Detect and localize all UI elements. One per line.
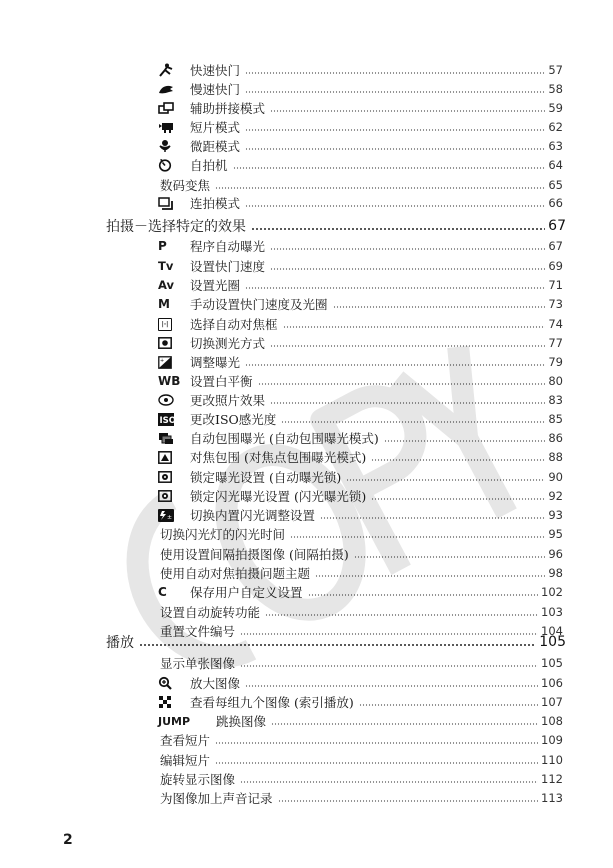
focus-bracket-icon: [158, 451, 180, 464]
toc-entry-page: 86: [548, 431, 563, 445]
toc-entry-title: 程序自动曝光: [190, 239, 266, 254]
toc-entry-title: 保存用户自定义设置: [190, 585, 303, 600]
toc-section-heading: [106, 632, 566, 652]
mode-av-icon: Av: [158, 278, 174, 292]
dot-leader: [270, 268, 545, 270]
dot-leader: [270, 248, 545, 250]
toc-entry-title: 快速快门: [190, 63, 241, 78]
dot-leader: [258, 383, 546, 385]
toc-entry: [160, 770, 563, 788]
toc-entry: [158, 315, 563, 333]
toc-entry-title: 为图像加上声音记录: [160, 791, 273, 806]
toc-entry-page: 57: [548, 63, 563, 77]
toc-entry-page: 67: [548, 239, 563, 253]
toc-entry-title: 设置光圈: [190, 278, 241, 293]
toc-entry-title: 微距模式: [190, 139, 241, 154]
mode-tv-icon: Tv: [158, 259, 174, 273]
mode-wb-icon: WB: [158, 374, 181, 388]
af-frame-icon: |·|: [158, 318, 180, 331]
toc-entry-page: 73: [548, 297, 563, 311]
toc-entry-page: 95: [548, 527, 563, 541]
toc-entry-page: 105: [539, 634, 566, 650]
slow-shutter-icon: [158, 83, 180, 95]
macro-icon: [158, 139, 180, 153]
toc-entry: [160, 731, 563, 749]
dot-leader: [215, 762, 538, 764]
dot-leader: [371, 459, 545, 461]
toc-entry: [160, 789, 563, 807]
toc-entry-page: 80: [548, 374, 563, 388]
dot-leader: [333, 306, 546, 308]
toc-entry-title: 手动设置快门速度及光圈: [190, 297, 328, 312]
toc-entry-page: 66: [548, 196, 563, 210]
toc-entry: [158, 487, 563, 505]
toc-entry-title: 锁定闪光曝光设置 (闪光曝光锁): [190, 489, 367, 504]
dot-leader: [270, 110, 545, 112]
toc-entry-page: 108: [541, 714, 563, 728]
mode-p-icon: P: [158, 239, 167, 253]
dot-leader: [371, 498, 545, 500]
toc-entry-title: 放大图像: [190, 676, 241, 691]
toc-entry-title: 辅助拼接模式: [190, 101, 266, 116]
dot-leader: [290, 536, 545, 538]
dot-leader: [215, 187, 545, 189]
toc-entry: [158, 448, 563, 466]
toc-entry: [158, 693, 563, 711]
toc-entry-page: 110: [541, 753, 563, 767]
mode-c-icon: C: [158, 585, 167, 599]
toc-entry-page: 90: [548, 470, 563, 484]
toc-entry-title: 设置自动旋转功能: [160, 605, 261, 620]
toc-entry: [158, 429, 563, 447]
toc-entry-page: 98: [548, 566, 563, 580]
dot-leader: [270, 402, 545, 404]
toc-entry: [158, 276, 563, 294]
dot-leader: [384, 440, 546, 442]
toc-entry-page: 107: [541, 695, 563, 709]
dot-leader: [240, 781, 538, 783]
toc-entry-title: 数码变焦: [160, 178, 211, 193]
toc-entry-page: 83: [548, 393, 563, 407]
toc-entry: [160, 603, 563, 621]
dot-leader: [320, 517, 545, 519]
toc-entry-page: 106: [541, 676, 563, 690]
toc-entry-title: 使用自动对焦拍摄问题主题: [160, 566, 311, 581]
toc-entry: [158, 674, 563, 692]
dot-leader: [278, 800, 539, 802]
dot-leader: [245, 287, 545, 289]
dot-leader: [215, 742, 538, 744]
toc-entry-page: 88: [548, 450, 563, 464]
movie-mode-icon: [158, 121, 180, 133]
stitch-assist-icon: [158, 102, 180, 114]
toc-entry-title: 对焦包围 (对焦点包围曝光模式): [190, 450, 367, 465]
index-icon: [158, 695, 180, 709]
toc-entry-page: 109: [541, 733, 563, 747]
toc-entry: [158, 80, 563, 98]
mode-m-icon: M: [158, 297, 170, 311]
dot-leader: [315, 575, 545, 577]
toc-entry-page: 71: [548, 278, 563, 292]
toc-entry-title: 跳换图像: [216, 714, 267, 729]
svg-text:ISO: ISO: [159, 415, 177, 426]
dot-leader: [245, 364, 545, 366]
toc-entry-title: 旋转显示图像: [160, 772, 236, 787]
toc-entry-title: 自动包围曝光 (自动包围曝光模式): [190, 431, 379, 446]
dot-leader: [283, 326, 546, 328]
toc-entry-title: 更改ISO感光度: [190, 412, 277, 427]
dot-leader: [270, 345, 545, 347]
photo-effect-icon: [158, 394, 180, 406]
toc-entry: [158, 118, 563, 136]
toc-section-heading: [106, 216, 566, 236]
dot-leader: [245, 205, 545, 207]
mode-jump-icon: JUMP: [158, 714, 191, 728]
toc-entry-title: 显示单张图像: [160, 656, 236, 671]
dot-leader: [346, 479, 545, 481]
toc-entry-page: 103: [541, 605, 563, 619]
dot-leader: [245, 685, 538, 687]
toc-entry: [158, 353, 563, 371]
flash-adjust-icon: [158, 509, 180, 522]
toc-entry-page: 79: [548, 355, 563, 369]
toc-entry: [158, 137, 563, 155]
dot-leader: [139, 644, 536, 646]
toc-entry-title: 设置快门速度: [190, 259, 266, 274]
continuous-icon: [158, 197, 180, 210]
dot-leader: [359, 704, 538, 706]
dot-leader: [308, 594, 539, 596]
svg-text:±: ±: [167, 513, 173, 521]
toc-entry-page: 64: [548, 158, 563, 172]
toc-entry: [158, 237, 563, 255]
toc-entry-page: 59: [548, 101, 563, 115]
aeb-icon: [158, 432, 180, 445]
page-number: 2: [63, 832, 73, 848]
toc-entry-title: 播放: [106, 635, 134, 651]
fast-shutter-icon: [158, 63, 180, 77]
toc-entry-page: 74: [548, 317, 563, 331]
toc-entry-page: 93: [548, 508, 563, 522]
toc-entry-title: 调整曝光: [190, 355, 241, 370]
toc-entry: [160, 545, 563, 563]
ae-lock-icon: [158, 471, 180, 483]
dot-leader: [354, 556, 546, 558]
toc-entry: [160, 751, 563, 769]
iso-icon: [158, 413, 180, 426]
dot-leader: [245, 72, 545, 74]
toc-entry-page: 62: [548, 120, 563, 134]
svg-text:+: +: [160, 357, 165, 364]
toc-entry: [160, 525, 563, 543]
toc-entry: [158, 99, 563, 117]
toc-entry: [158, 391, 563, 409]
toc-entry: [158, 61, 563, 79]
metering-icon: [158, 337, 180, 349]
toc-entry-page: 105: [541, 656, 563, 670]
toc-entry: [158, 334, 563, 352]
toc-entry-title: 设置白平衡: [190, 374, 253, 389]
toc-entry-title: 切换测光方式: [190, 336, 266, 351]
toc-entry: [158, 583, 563, 601]
self-timer-icon: [158, 158, 180, 172]
toc-entry: [158, 506, 563, 524]
dot-leader: [271, 723, 538, 725]
toc-entry-page: 85: [548, 412, 563, 426]
dot-leader: [245, 129, 545, 131]
toc-entry-page: 102: [541, 585, 563, 599]
toc-entry: [158, 372, 563, 390]
toc-entry: [158, 468, 563, 486]
toc-entry-page: 92: [548, 489, 563, 503]
toc-entry-page: 65: [548, 178, 563, 192]
toc-entry-page: 77: [548, 336, 563, 350]
toc-entry-page: 63: [548, 139, 563, 153]
dot-leader: [251, 228, 545, 230]
toc-entry-title: 使用设置间隔拍摄图像 (间隔拍摄): [160, 547, 349, 562]
toc-entry-page: 58: [548, 82, 563, 96]
toc-entry-page: 112: [541, 772, 563, 786]
toc-entry-page: 104: [541, 624, 563, 638]
toc-entry: [158, 156, 563, 174]
toc-entry-title: 慢速快门: [190, 82, 241, 97]
toc-entry-title: 编辑短片: [160, 753, 211, 768]
dot-leader: [281, 421, 545, 423]
toc-entry: [160, 654, 563, 672]
toc-entry-title: 连拍模式: [190, 196, 241, 211]
toc-entry-title: 短片模式: [190, 120, 241, 135]
magnify-icon: [158, 676, 180, 690]
toc-entry-page: 69: [548, 259, 563, 273]
dot-leader: [240, 665, 538, 667]
toc-entry-page: 96: [548, 547, 563, 561]
dot-leader: [245, 148, 545, 150]
toc-entry-title: 查看每组九个图像 (索引播放): [190, 695, 354, 710]
toc-entry: [158, 194, 563, 212]
dot-leader: [245, 91, 545, 93]
exposure-comp-icon: [158, 356, 180, 369]
toc-entry: [158, 410, 563, 428]
dot-leader: [265, 614, 538, 616]
toc-entry-title: 自拍机: [190, 158, 228, 173]
toc-entry-title: 切换闪光灯的闪光时间: [160, 527, 286, 542]
toc-entry: [158, 257, 563, 275]
toc-entry-page: 67: [548, 218, 566, 234]
toc-entry-title: 切换内置闪光调整设置: [190, 508, 316, 523]
toc-entry: [160, 176, 563, 194]
dot-leader: [233, 167, 546, 169]
toc-entry: [160, 564, 563, 582]
fe-lock-icon: [158, 490, 180, 502]
toc-entry: [158, 712, 563, 730]
toc-entry-title: 更改照片效果: [190, 393, 266, 408]
toc-entry-title: 锁定曝光设置 (自动曝光锁): [190, 470, 342, 485]
toc-entry-title: 重置文件编号: [160, 624, 236, 639]
toc-entry: [158, 295, 563, 313]
toc-entry-title: 拍摄－选择特定的效果: [106, 219, 246, 235]
toc-entry-title: 选择自动对焦框: [190, 317, 278, 332]
toc-entry-page: 113: [541, 791, 563, 805]
toc-entry-title: 查看短片: [160, 733, 211, 748]
